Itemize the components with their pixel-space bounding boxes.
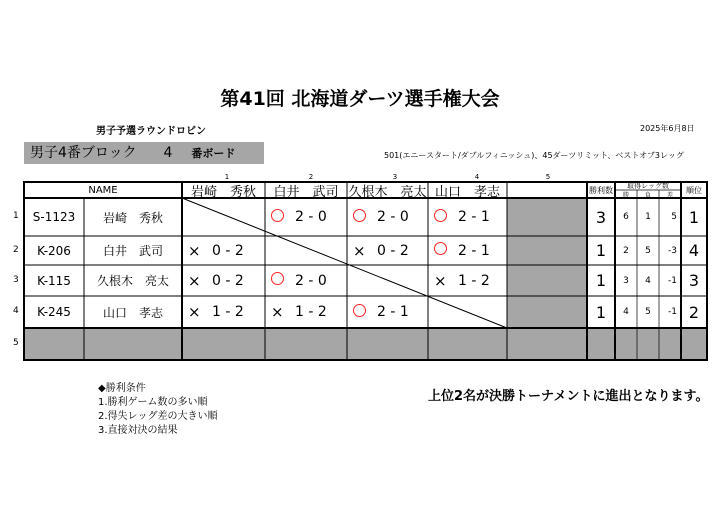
- match-score: 2 - 0: [377, 209, 409, 225]
- board-label: 番ボード: [191, 147, 236, 160]
- match-score: 0 - 2: [212, 272, 244, 289]
- match-result: [434, 236, 505, 265]
- row-number: 1: [13, 211, 19, 221]
- legs-diff: -1: [668, 307, 677, 317]
- advancement-note: 上位2名が決勝トーナメントに進出となります。: [428, 389, 709, 404]
- win-circle-icon: [271, 209, 295, 226]
- legs-diff: [659, 328, 681, 360]
- loss-cross-icon: ×: [434, 271, 447, 290]
- win-circle-icon-shape: [271, 272, 284, 285]
- wins-count: [587, 328, 615, 360]
- match-result: [434, 265, 505, 296]
- rank: [681, 328, 707, 360]
- header-rank: 順位: [686, 185, 702, 195]
- match-score: 2 - 0: [295, 272, 327, 289]
- match-score: 1 - 2: [295, 304, 327, 320]
- player-name: [84, 328, 182, 360]
- legs-won: 4: [623, 307, 629, 317]
- win-circle-icon: [434, 209, 458, 226]
- loss-cross-icon: ×: [188, 303, 201, 321]
- legs-lost: 5: [645, 307, 651, 317]
- legs-lost: 5: [645, 245, 651, 256]
- match-result: [271, 198, 345, 236]
- player-name: 久根木 亮太: [96, 274, 169, 288]
- match-result: [353, 296, 426, 328]
- match-result: [271, 265, 345, 296]
- player-id: K-206: [37, 243, 71, 258]
- legs-won: 6: [623, 212, 629, 222]
- match-score: 1 - 2: [212, 304, 244, 320]
- match-score: 0 - 2: [377, 242, 409, 259]
- win-circle-icon-shape: [353, 304, 366, 317]
- legs-diff: 5: [671, 212, 677, 222]
- row-number: 2: [13, 244, 19, 255]
- win-circle-icon-shape: [434, 209, 447, 222]
- header-player-4: 山口 孝志: [434, 184, 500, 200]
- column-number-4: 4: [474, 173, 480, 181]
- win-circle-icon: [271, 272, 295, 289]
- block-name: 男子4番ブロック: [30, 145, 137, 161]
- legs-diff: -1: [668, 275, 677, 286]
- player-name: 岩崎 秀秋: [102, 210, 163, 225]
- win-circle-icon: [353, 209, 377, 226]
- legs-diff: -3: [668, 245, 677, 256]
- page-title: 第41回 北海道ダーツ選手権大会: [220, 88, 500, 110]
- match-result: [434, 198, 505, 236]
- win-circle-icon: [434, 242, 458, 259]
- column-number-1: 1: [224, 173, 230, 181]
- round-subtitle: 男子予選ラウンドロビン: [96, 126, 206, 137]
- win-circle-icon-shape: [434, 242, 447, 255]
- player-name: 山口 孝志: [102, 305, 163, 320]
- player-id: [24, 328, 84, 360]
- loss-cross-icon: ×: [271, 303, 284, 321]
- rank: 1: [688, 207, 700, 227]
- legs-won: [615, 328, 637, 360]
- match-result: [188, 265, 263, 296]
- match-result: [188, 296, 263, 328]
- header-name: NAME: [88, 184, 118, 196]
- match-result: [353, 236, 426, 265]
- win-circle-icon-shape: [353, 209, 366, 222]
- column-number-3: 3: [392, 173, 398, 181]
- event-date: 2025年6月8日: [640, 124, 695, 133]
- loss-cross-icon: ×: [353, 241, 366, 260]
- win-circle-icon: [353, 304, 377, 321]
- match-score: 0 - 2: [212, 242, 244, 259]
- player-id: K-115: [37, 273, 71, 288]
- row-number: 5: [13, 338, 19, 348]
- header-player-3: 久根木 亮太: [348, 184, 427, 200]
- column-number-5: 5: [545, 173, 551, 181]
- match-rules: 501(エニースタート/ダブルフィニッシュ)、45ダーツリミット、ベストオブ3レッグ: [384, 151, 684, 160]
- match-score: 2 - 0: [295, 209, 327, 225]
- legs-won: 2: [623, 245, 629, 256]
- column-number-2: 2: [308, 173, 314, 181]
- legs-lost: 4: [645, 275, 651, 286]
- header-wins: 勝利数: [589, 185, 613, 195]
- legs-won: 3: [623, 275, 629, 286]
- wins-count: 1: [595, 271, 607, 290]
- legs-lost: [637, 328, 659, 360]
- wins-count: 1: [595, 241, 607, 260]
- header-legs-lost: 負: [644, 191, 651, 199]
- match-score: 2 - 1: [458, 242, 490, 259]
- rank: 3: [688, 271, 700, 290]
- match-score: 2 - 1: [458, 209, 490, 225]
- conditions-title: ◆勝利条件: [98, 383, 146, 394]
- header-legs-diff: 差: [666, 191, 673, 199]
- header-legs: 取得レッグ数: [627, 182, 669, 190]
- player-id: S-1123: [32, 210, 76, 224]
- header-player-1: 岩崎 秀秋: [190, 184, 256, 200]
- wins-count: 3: [595, 207, 607, 227]
- row-number: 3: [13, 274, 19, 285]
- match-result: [353, 198, 426, 236]
- win-circle-icon-shape: [271, 209, 284, 222]
- player-id: K-245: [37, 305, 71, 319]
- header-player-2: 白井 武司: [273, 184, 339, 200]
- loss-cross-icon: ×: [188, 241, 201, 260]
- condition-item: 2.得失レッグ差の大きい順: [98, 411, 218, 422]
- board-number: 4: [163, 145, 173, 161]
- header-player-5: [507, 182, 587, 198]
- wins-count: 1: [595, 302, 607, 322]
- condition-item: 1.勝利ゲーム数の多い順: [98, 397, 208, 408]
- condition-item: 3.直接対決の結果: [98, 425, 178, 436]
- player-name: 白井 武司: [102, 244, 163, 258]
- rank: 2: [688, 302, 700, 322]
- rank: 4: [688, 241, 700, 260]
- match-score: 1 - 2: [458, 272, 490, 289]
- row-number: 4: [13, 306, 19, 316]
- match-result: [188, 236, 263, 265]
- loss-cross-icon: ×: [188, 271, 201, 290]
- legs-lost: 1: [645, 212, 651, 222]
- match-score: 2 - 1: [377, 304, 409, 320]
- header-legs-won: 勝: [622, 191, 629, 199]
- match-result: [271, 296, 345, 328]
